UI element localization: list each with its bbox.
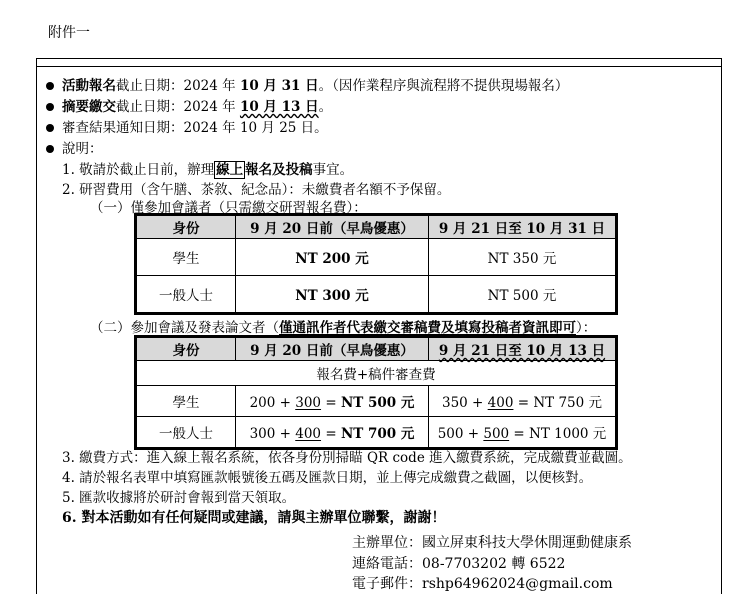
fee-table-attendees <box>136 215 616 313</box>
bullet-review-notice <box>46 116 328 136</box>
bullet-dot-icon <box>46 82 54 90</box>
item-text: 事宜。 <box>312 162 354 178</box>
bullet-dot-icon <box>46 145 54 153</box>
table-cell <box>236 386 429 417</box>
bullet-dot-icon <box>46 124 54 132</box>
fee-total: NT 700 元 <box>340 426 415 442</box>
table-header-row <box>137 216 616 239</box>
table-subheader: 報名費+稿件審查費 <box>137 361 616 386</box>
item-text: ）： <box>576 320 597 336</box>
table-cell <box>236 417 429 448</box>
bullet-text: 。 <box>318 99 333 115</box>
fee-part: 500 + <box>437 426 484 442</box>
table-row <box>137 386 616 417</box>
table-cell: 一般人士 <box>137 276 236 313</box>
fee-total: NT 500 元 <box>340 395 415 411</box>
table-header: 9 月 20 日前（早鳥優惠） <box>236 338 429 361</box>
table-cell: 學生 <box>137 386 236 417</box>
fee-part: = NT 1000 元 <box>509 426 607 442</box>
table-header: 9 月 20 日前（早鳥優惠） <box>236 216 429 239</box>
bullet-bold-label: 摘要繳交 <box>62 99 116 115</box>
fee-part: = NT 750 元 <box>513 395 602 411</box>
item-text: 1. 敬請於截止日前，辦理 <box>62 162 215 178</box>
fee-part: 300 <box>295 395 322 411</box>
item-2: 2. 研習費用（含午膳、茶敘、紀念品）：未繳費者名額不予保留。 <box>62 182 451 198</box>
fee-part: 200 + <box>249 395 296 411</box>
online-highlight: 線上 <box>216 162 244 178</box>
fee-part: 300 + <box>249 426 296 442</box>
item-4: 4. 請於報名表單中填寫匯款帳號後五碼及匯款日期，並上傳完成繳費之截圖，以便核對。 <box>62 470 593 486</box>
fee-part: 350 + <box>441 395 488 411</box>
bullet-abstract-deadline <box>46 95 332 115</box>
table-cell: NT 350 元 <box>429 239 616 276</box>
table-header: 身份 <box>137 338 236 361</box>
item-5: 5. 匯款收據將於研討會報到當天領取。 <box>62 490 296 506</box>
bullet-registration-deadline <box>46 74 568 94</box>
frame-double-line <box>36 66 722 67</box>
bullet-text: 審查結果通知日期：2024 年 10 月 25 日。 <box>62 120 328 136</box>
item-3: 3. 繳費方式：進入線上報名系統，依各身份別掃瞄 QR code 進入繳費系統，完成繳費並截圖。 <box>62 450 632 466</box>
fee-part: = <box>321 395 341 411</box>
table-subheader-row <box>137 361 616 386</box>
fee-part: = <box>321 426 341 442</box>
table-header-row <box>137 338 616 361</box>
annex-label: 附件一 <box>48 25 90 41</box>
fee-part: 400 <box>295 426 322 442</box>
table-header: 9 月 21 日至 10 月 13 日 <box>429 338 616 361</box>
fee-part: 400 <box>487 395 514 411</box>
table-cell: 學生 <box>137 239 236 276</box>
table-header: 9 月 21 日至 10 月 31 日 <box>429 216 616 239</box>
table-cell <box>429 417 616 448</box>
contact-phone: 連絡電話：08-7703202 轉 6522 <box>352 556 566 572</box>
table-cell <box>429 386 616 417</box>
bullet-dot-icon <box>46 103 54 111</box>
table-cell: NT 500 元 <box>429 276 616 313</box>
item-text: （二）參加會議及發表論文者（ <box>90 320 279 336</box>
bullet-note: 。（因作業程序與流程將不提供現場報名） <box>318 78 569 94</box>
bullet-bold-label: 活動報名 <box>62 78 116 94</box>
contact-organizer: 主辦單位：國立屏東科技大學休閒運動健康系 <box>352 535 632 551</box>
deadline-date: 10 月 31 日 <box>239 78 319 94</box>
bullet-text: 截止日期：2024 年 <box>116 99 236 115</box>
table-cell: 一般人士 <box>137 417 236 448</box>
table-cell: NT 300 元 <box>236 276 429 313</box>
table-header: 身份 <box>137 216 236 239</box>
contact-email: 電子郵件：rshp64962024@gmail.com <box>352 576 613 592</box>
table-row <box>137 417 616 448</box>
item-bold-text: 僅通訊作者代表繳交審稿費及填寫投稿者資訊即可 <box>279 320 576 336</box>
item-2-1: （一）僅參加會議者（只需繳交研習報名費）： <box>90 200 367 216</box>
table-row <box>137 276 616 313</box>
item-2-2 <box>90 316 596 336</box>
item-1 <box>62 158 353 178</box>
bullet-text: 說明： <box>62 141 103 157</box>
item-bold-text: 報名及投稿 <box>245 162 313 178</box>
item-6: 6. 對本活動如有任何疑問或建議，請與主辦單位聯繫，謝謝！ <box>62 510 446 526</box>
bullet-text: 截止日期：2024 年 <box>116 78 236 94</box>
table-cell: NT 200 元 <box>236 239 429 276</box>
fee-table-presenters <box>136 337 616 448</box>
deadline-date: 10 月 13 日 <box>239 99 319 115</box>
bullet-notes <box>46 137 103 157</box>
table-row <box>137 239 616 276</box>
fee-part: 500 <box>483 426 510 442</box>
